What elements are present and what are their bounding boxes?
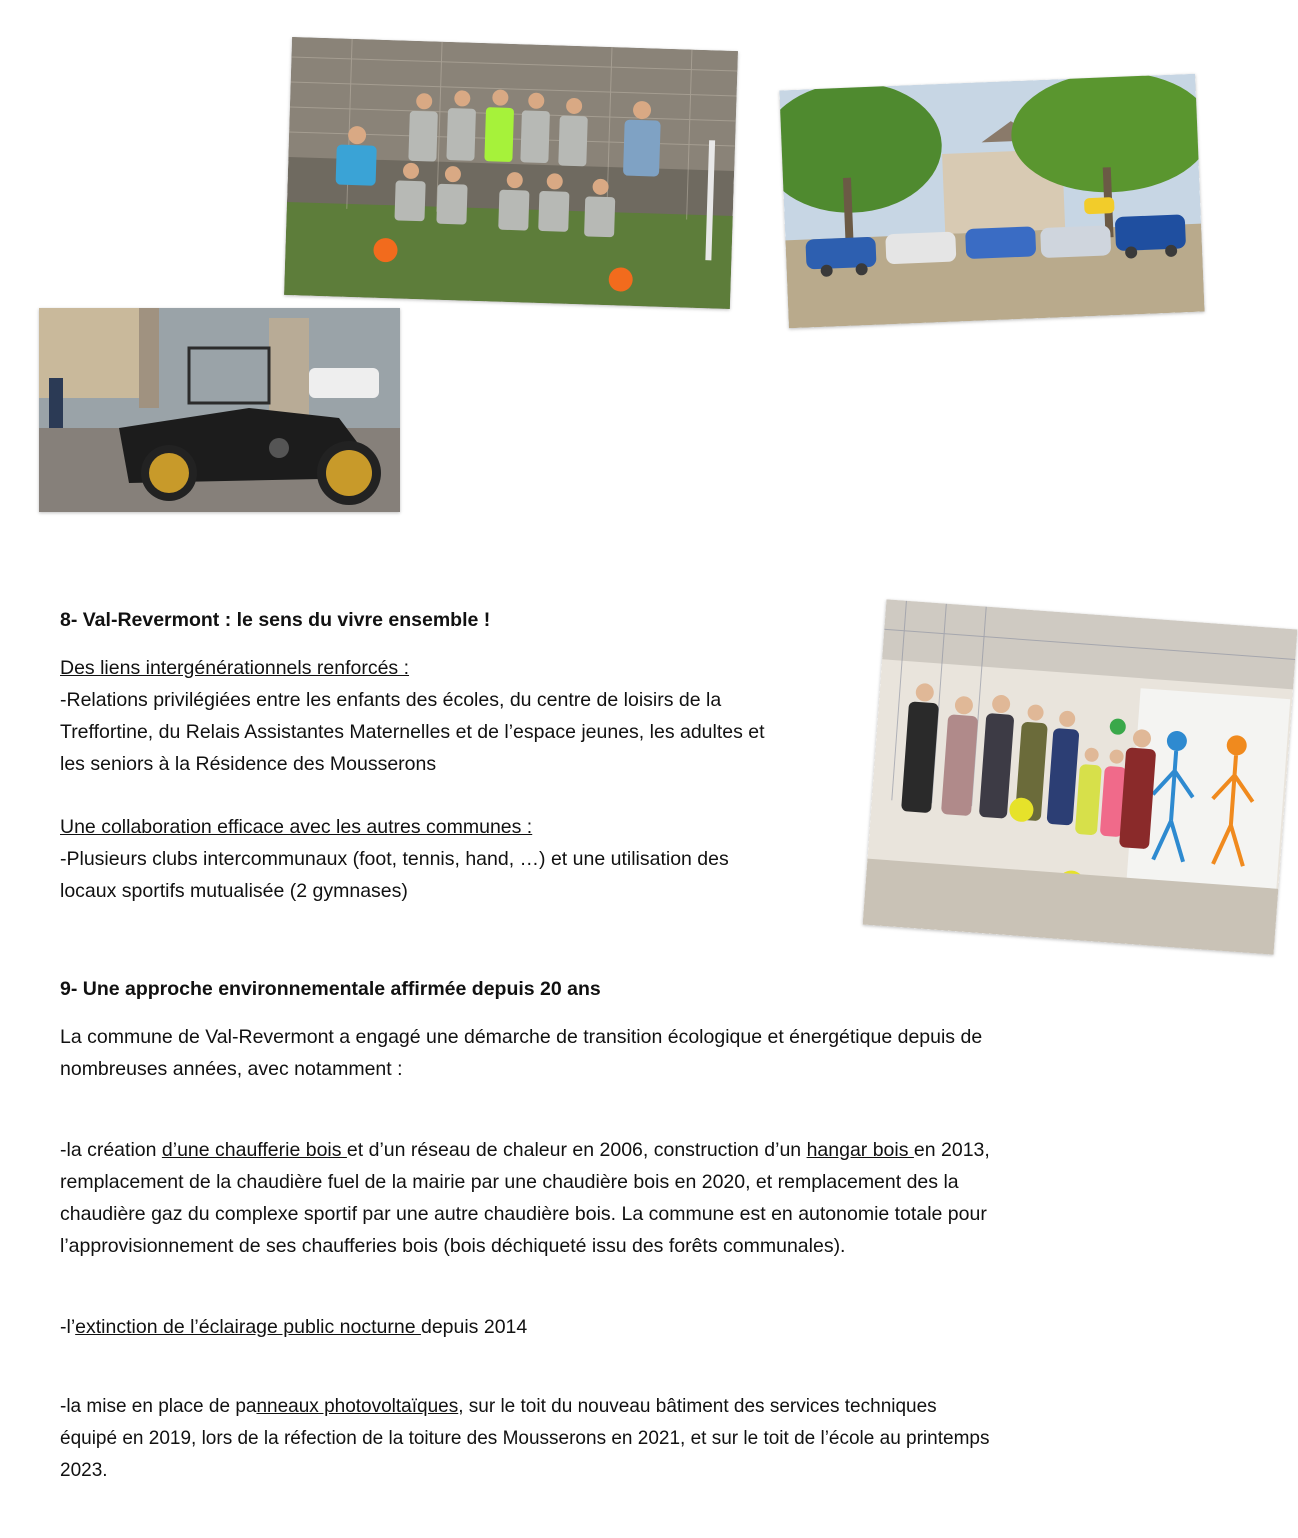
section-8-block-1 xyxy=(60,652,880,780)
subtitle-collaboration: Une collaboration efficace avec les autres communes : xyxy=(60,816,533,838)
text-run: depuis 2014 xyxy=(420,1316,528,1338)
section-9-item-3 xyxy=(60,1391,1260,1487)
para-line: chaudière gaz du complexe sportif par une autre chaudière bois. La commune est en autonomie totale pour xyxy=(60,1203,987,1225)
para-line: 2023. xyxy=(60,1460,108,1481)
lighting-extinction-text: extinction de l’éclairage public nocturne xyxy=(75,1316,421,1338)
vintage-car-photo xyxy=(39,308,400,512)
para-line: -Relations privilégiées entre les enfants des écoles, du centre de loisirs de la xyxy=(60,689,722,711)
text-run: en 2013, xyxy=(913,1139,990,1161)
wood-boiler-link-text: d’une chaufferie bois xyxy=(161,1139,347,1161)
text-run: -la mise en place de pa xyxy=(60,1396,257,1417)
section-8-title: 8- Val-Revermont : le sens du vivre ensemble ! xyxy=(60,609,491,631)
text-run: , sur le toit du nouveau bâtiment des services techniques xyxy=(458,1396,937,1417)
para-line: locaux sportifs mutualisée (2 gymnases) xyxy=(60,880,408,902)
para-line: remplacement de la chaudière fuel de la mairie par une chaudière bois en 2020, et remplacement des la xyxy=(60,1171,959,1193)
para-line: -Plusieurs clubs intercommunaux (foot, tennis, hand, …) et une utilisation des xyxy=(60,848,729,870)
para-line: La commune de Val-Revermont a engagé une démarche de transition écologique et énergétique depuis de xyxy=(60,1026,983,1048)
intergenerational-photo xyxy=(863,599,1298,954)
section-9-item-1 xyxy=(60,1134,1260,1262)
football-team-photo xyxy=(284,37,738,309)
section-9-intro xyxy=(60,1021,1260,1085)
para-line: l’approvisionnement de ses chaufferies bois (bois déchiqueté issu des forêts communales). xyxy=(60,1235,846,1257)
para-line: nombreuses années, avec notamment : xyxy=(60,1058,403,1080)
para-line: Treffortine, du Relais Assistantes Maternelles et de l’espace jeunes, les adultes et xyxy=(60,721,765,743)
rally-cars-photo xyxy=(779,74,1204,329)
section-9-item-2 xyxy=(60,1311,1260,1343)
text-run: -l’ xyxy=(60,1316,76,1338)
para-line: équipé en 2019, lors de la réfection de la toiture des Mousserons en 2021, et sur le toit de l’école au printemps xyxy=(60,1428,990,1449)
text-run: et d’un réseau de chaleur en 2006, construction d’un xyxy=(346,1139,807,1161)
section-8-block-2 xyxy=(60,811,880,907)
subtitle-intergenerational: Des liens intergénérationnels renforcés : xyxy=(60,657,410,679)
text-run: -la création xyxy=(60,1139,162,1161)
para-line: les seniors à la Résidence des Mousserons xyxy=(60,753,437,775)
section-9-title: 9- Une approche environnementale affirmée depuis 20 ans xyxy=(60,978,601,1000)
wood-hangar-link-text: hangar bois xyxy=(806,1139,914,1161)
solar-panels-text: nneaux photovoltaïques xyxy=(256,1396,459,1417)
